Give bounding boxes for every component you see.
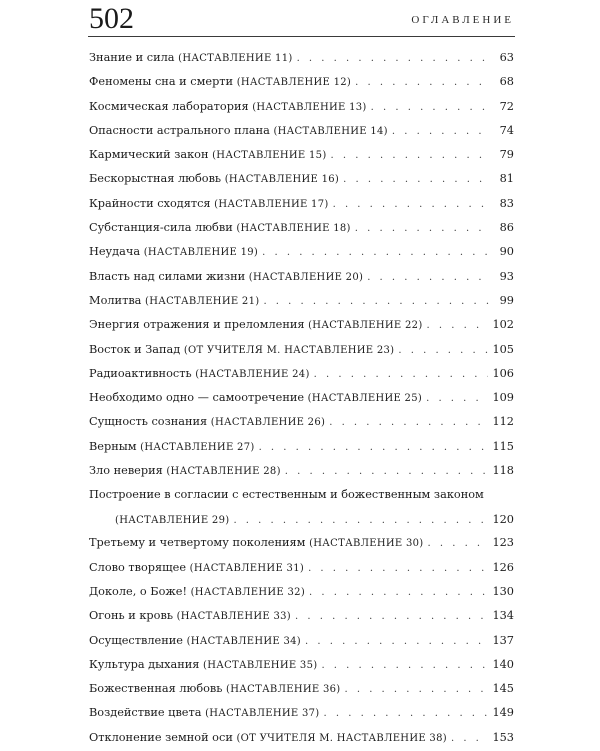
- toc-entry: [89, 677, 514, 701]
- toc-entry: [89, 435, 514, 459]
- toc-entry-page: 153: [492, 730, 514, 744]
- toc-entry: [89, 240, 514, 264]
- toc-entry-page: 102: [492, 318, 514, 332]
- toc-entry-title: Воздействие цвета (НАСТАВЛЕНИЕ 37): [89, 706, 320, 720]
- toc-entry: [89, 459, 514, 483]
- toc-entry-title: Космическая лаборатория (НАСТАВЛЕНИЕ 13): [89, 99, 367, 113]
- toc-entry-title: Крайности сходятся (НАСТАВЛЕНИЕ 17): [89, 196, 329, 210]
- toc-leader-dots: [297, 47, 490, 71]
- toc-entry-title: Огонь и кровь (НАСТАВЛЕНИЕ 33): [89, 609, 292, 623]
- toc-leader-dots: [426, 387, 488, 411]
- toc-leader-dots: [309, 581, 488, 605]
- toc-entry: [89, 338, 514, 362]
- toc-entry-page: 86: [499, 221, 514, 235]
- toc-leader-dots: [371, 96, 490, 120]
- toc-entry-page: 74: [499, 123, 514, 137]
- toc-entry-title: Построение в согласии с естественным и божественным законом: [89, 488, 484, 502]
- toc-leader-dots: [324, 702, 489, 726]
- toc-entry-title: Власть над силами жизни (НАСТАВЛЕНИЕ 20): [89, 269, 364, 283]
- toc-entry-page: 134: [492, 609, 514, 623]
- toc-entry-page: 93: [499, 269, 514, 283]
- toc-entry-page: 149: [492, 706, 514, 720]
- toc-entry: [89, 216, 514, 240]
- toc-entry-title: Энергия отражения и преломления (НАСТАВЛЕНИЕ 22): [89, 318, 423, 332]
- toc-entry: [89, 531, 514, 555]
- toc-entry-page: 109: [492, 391, 514, 405]
- toc-entry: [89, 604, 514, 628]
- toc-leader-dots: [355, 217, 490, 241]
- toc-entry: [89, 580, 514, 604]
- toc-entry-title: Божественная любовь (НАСТАВЛЕНИЕ 36): [89, 682, 341, 696]
- toc-entry-title: Сущность сознания (НАСТАВЛЕНИЕ 26): [89, 415, 326, 429]
- toc-entry: [89, 483, 514, 531]
- toc-entry-title: Радиоактивность (НАСТАВЛЕНИЕ 24): [89, 366, 310, 380]
- toc-entry-title: Молитва (НАСТАВЛЕНИЕ 21): [89, 293, 260, 307]
- toc-entry: [89, 629, 514, 653]
- toc-entry-title: Субстанция-сила любви (НАСТАВЛЕНИЕ 18): [89, 221, 351, 235]
- toc-leader-dots: [451, 727, 488, 751]
- toc-entry-title: Слово творящее (НАСТАВЛЕНИЕ 31): [89, 560, 305, 574]
- toc-entry: [89, 95, 514, 119]
- toc-entry-page: 99: [499, 293, 514, 307]
- toc-entry-title: Третьему и четвертому поколениям (НАСТАВЛЕНИЕ 30): [89, 536, 424, 550]
- toc-entry-title: Феномены сна и смерти (НАСТАВЛЕНИЕ 12): [89, 75, 352, 89]
- toc-entry: [89, 410, 514, 434]
- toc-entry-title: Кармический закон (НАСТАВЛЕНИЕ 15): [89, 148, 327, 162]
- toc-entry-title: Культура дыхания (НАСТАВЛЕНИЕ 35): [89, 657, 318, 671]
- toc-entry: [89, 119, 514, 143]
- toc-entry-page: 140: [492, 657, 514, 671]
- toc-entry-page: 130: [492, 584, 514, 598]
- toc-entry-page: 145: [492, 682, 514, 696]
- toc-leader-dots: [344, 678, 488, 702]
- toc-leader-dots: [333, 193, 490, 217]
- toc-leader-dots: [233, 509, 488, 533]
- toc-entry-title: Необходимо одно — самоотречение (НАСТАВЛЕНИЕ 25): [89, 391, 423, 405]
- toc-entry-page: 126: [492, 560, 514, 574]
- toc-entry: [89, 143, 514, 167]
- toc-leader-dots: [427, 314, 489, 338]
- toc-entry: [89, 265, 514, 289]
- toc-leader-dots: [263, 290, 490, 314]
- toc-entry-title: Восток и Запад (ОТ УЧИТЕЛЯ М. НАСТАВЛЕНИЕ 23): [89, 342, 395, 356]
- toc-entry-title: Знание и сила (НАСТАВЛЕНИЕ 11): [89, 51, 293, 64]
- toc-entry: [89, 289, 514, 313]
- toc-entry-title: Доколе, о Боже! (НАСТАВЛЕНИЕ 32): [89, 584, 306, 598]
- toc-entry-page: 112: [492, 415, 514, 429]
- toc-leader-dots: [343, 168, 490, 192]
- toc-leader-dots: [331, 144, 490, 168]
- toc-leader-dots: [321, 654, 488, 678]
- toc-entry-title: Зло неверия (НАСТАВЛЕНИЕ 28): [89, 464, 281, 478]
- toc-leader-dots: [295, 605, 488, 629]
- toc-leader-dots: [392, 120, 490, 144]
- toc-entry-page: 106: [492, 366, 514, 380]
- toc-entry-page: 115: [492, 439, 514, 453]
- toc-entry-note: (НАСТАВЛЕНИЕ 29): [115, 514, 230, 526]
- toc-entry: [89, 726, 514, 750]
- toc-entry: [89, 313, 514, 337]
- toc-entry: [89, 192, 514, 216]
- toc-entry-page: 90: [499, 245, 514, 259]
- toc-entry: [89, 653, 514, 677]
- header-rule: [88, 36, 515, 37]
- toc-entry-page: 123: [492, 536, 514, 550]
- page-number: 502: [89, 2, 134, 35]
- toc-entry-page: 63: [499, 51, 514, 64]
- toc-entry-page: 72: [499, 99, 514, 113]
- toc-entry: [89, 701, 514, 725]
- toc-leader-dots: [262, 241, 490, 265]
- toc-leader-dots: [428, 532, 489, 556]
- toc-entry: [89, 167, 514, 191]
- toc-entry-title: Неудача (НАСТАВЛЕНИЕ 19): [89, 245, 259, 259]
- table-of-contents: [89, 46, 514, 750]
- toc-entry: [89, 362, 514, 386]
- toc-leader-dots: [259, 436, 489, 460]
- toc-entry: [89, 46, 514, 70]
- toc-leader-dots: [308, 557, 488, 581]
- toc-entry: [89, 386, 514, 410]
- toc-entry-page: 137: [492, 633, 514, 647]
- running-head: ОГЛАВЛЕНИЕ: [411, 14, 514, 26]
- toc-leader-dots: [398, 339, 488, 363]
- toc-entry-title: Верным (НАСТАВЛЕНИЕ 27): [89, 439, 255, 453]
- toc-leader-dots: [355, 71, 490, 95]
- toc-entry-title: Осуществление (НАСТАВЛЕНИЕ 34): [89, 633, 301, 647]
- toc-leader-dots: [285, 460, 489, 484]
- toc-entry-page: 79: [499, 148, 514, 162]
- toc-entry: [89, 556, 514, 580]
- toc-leader-dots: [329, 411, 488, 435]
- toc-leader-dots: [314, 363, 489, 387]
- toc-entry: [89, 70, 514, 94]
- toc-leader-dots: [305, 630, 488, 654]
- toc-entry-title: Опасности астрального плана (НАСТАВЛЕНИЕ 14): [89, 123, 388, 137]
- toc-entry-page: 81: [499, 172, 514, 186]
- toc-entry-page: 83: [499, 196, 514, 210]
- toc-entry-page: 105: [492, 342, 514, 356]
- toc-leader-dots: [367, 266, 490, 290]
- toc-entry-title: Бескорыстная любовь (НАСТАВЛЕНИЕ 16): [89, 172, 340, 186]
- toc-entry-title: Отклонение земной оси (ОТ УЧИТЕЛЯ М. НАСТАВЛЕНИЕ 38): [89, 730, 447, 744]
- toc-entry-page: 68: [499, 75, 514, 89]
- toc-entry-page: 118: [492, 464, 514, 478]
- toc-entry-page: 120: [492, 512, 514, 526]
